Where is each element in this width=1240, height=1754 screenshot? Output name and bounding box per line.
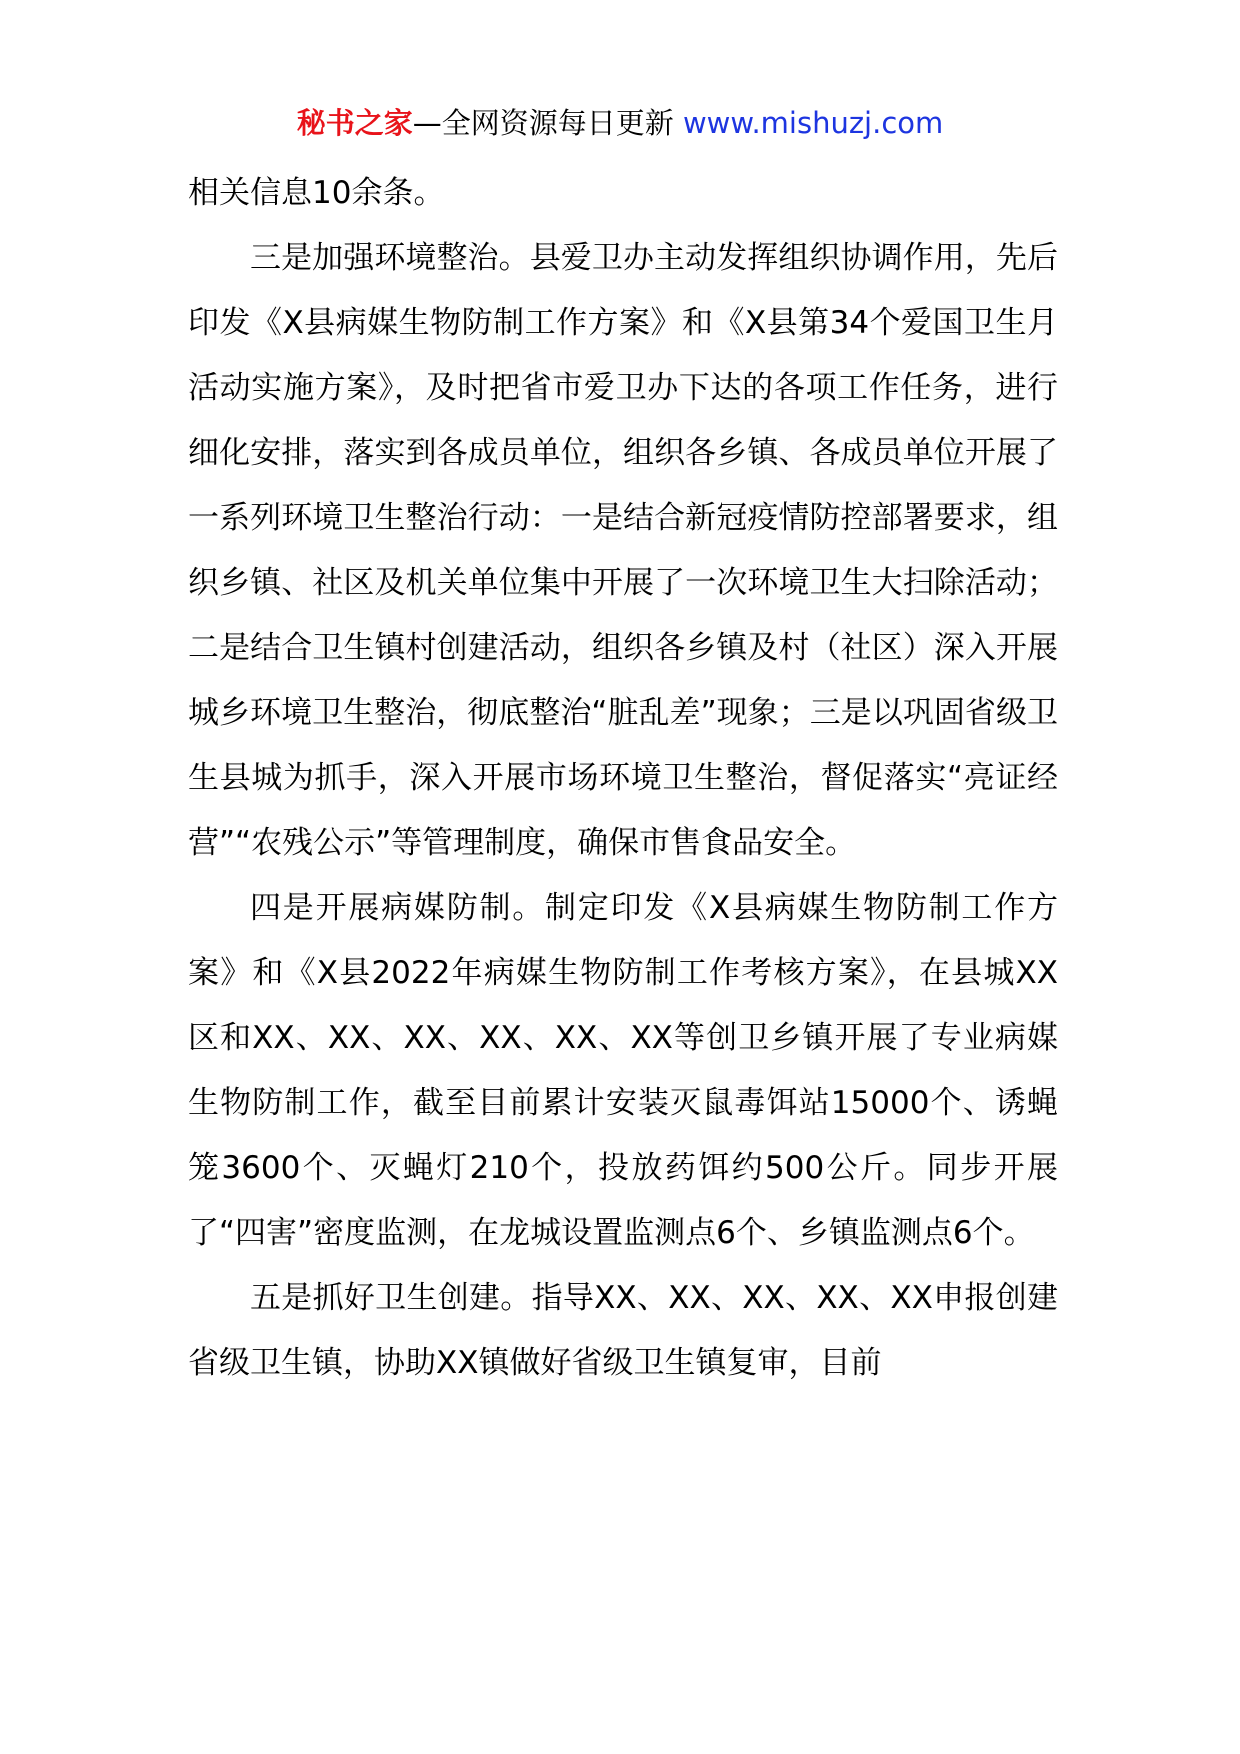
- paragraph-continuation: 相关信息10余条。: [188, 175, 445, 211]
- paragraph-health-creation: 五是抓好卫生创建。指导XX、XX、XX、XX、XX申报创建省级卫生镇，协助XX镇做好省级卫生镇复审，目前: [188, 1280, 1058, 1381]
- paragraph-environment: 三是加强环境整治。县爱卫办主动发挥组织协调作用，先后印发《X县病媒生物防制工作方案》和《X县第34个爱国卫生月活动实施方案》，及时把省市爱卫办下达的各项工作任务，进行细化安排，落实到各成员单位，组织各乡镇、各成员单位开展了一系列环境卫生整治行动：一是结合新冠疫情防控部署要求，组织乡镇、社区及机关单位集中开展了一次环境卫生大扫除活动；二是结合卫生镇村创建活动，组织各乡镇及村（社区）深入开展城乡环境卫生整治，彻底整治“脏乱差”现象；三是以巩固省级卫生县城为抓手，深入开展市场环境卫生整治，督促落实“亮证经营”“农残公示”等管理制度，确保市售食品安全。: [188, 240, 1058, 861]
- document-body: [188, 161, 1058, 1396]
- brand-name: 秘书之家: [296, 106, 413, 140]
- website-url[interactable]: www.mishuzj.com: [682, 106, 944, 140]
- paragraph-vector-control: 四是开展病媒防制。制定印发《X县病媒生物防制工作方案》和《X县2022年病媒生物防制工作考核方案》，在县城XX区和XX、XX、XX、XX、XX、XX等创卫乡镇开展了专业病媒生物防制工作，截至目前累计安装灭鼠毒饵站15000个、诱蝇笼3600个、灭蝇灯210个，投放药饵约500公斤。同步开展了“四害”密度监测，在龙城设置监测点6个、乡镇监测点6个。: [188, 890, 1058, 1251]
- header-slogan: —全网资源每日更新: [412, 106, 683, 140]
- page-header: [0, 103, 1240, 143]
